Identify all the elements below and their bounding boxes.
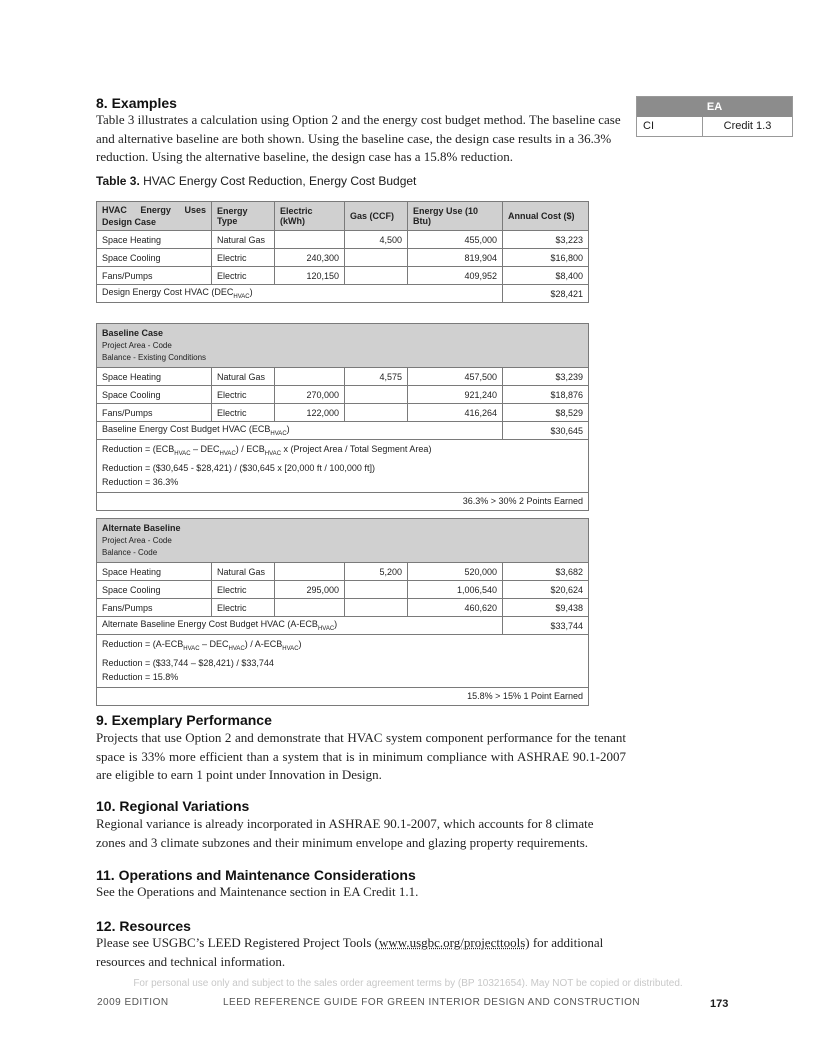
table-row xyxy=(97,404,589,422)
alternate-header xyxy=(97,519,589,563)
cell-energy-use: 416,264 xyxy=(408,404,503,422)
cell-use: Fans/Pumps xyxy=(97,404,212,422)
baseline-sub1: Project Area - Code xyxy=(102,341,172,350)
page-number: 173 xyxy=(710,998,729,1010)
cell-energy-type: Electric xyxy=(212,599,275,617)
table-row xyxy=(97,563,589,581)
total-row xyxy=(97,422,589,440)
cell-energy-use: 455,000 xyxy=(408,231,503,249)
section-12-text: Please see USGBC’s LEED Registered Project Tools (www.usgbc.org/projecttools) for additional resources and technical information. xyxy=(96,935,604,969)
cell-gas xyxy=(345,249,408,267)
header-design-case: HVAC Energy Uses Design Case xyxy=(97,202,212,231)
baseline-header xyxy=(97,324,589,368)
calc-line: Reduction = ($30,645 - $28,421) / ($30,645 x [20,000 ft / 100,000 ft]) xyxy=(102,462,375,473)
baseline-result: 36.3% > 30% 2 Points Earned xyxy=(97,492,589,510)
table-caption-label: Table 3. xyxy=(96,174,140,188)
alternate-sub1: Project Area - Code xyxy=(102,536,172,545)
header-electric: Electric (kWh) xyxy=(275,202,345,231)
table-row xyxy=(97,386,589,404)
cell-annual-cost: $20,624 xyxy=(503,581,589,599)
cell-gas: 4,500 xyxy=(345,231,408,249)
cell-gas xyxy=(345,581,408,599)
cell-annual-cost: $8,529 xyxy=(503,404,589,422)
total-row xyxy=(97,285,589,303)
table-caption-text: HVAC Energy Cost Reduction, Energy Cost Budget xyxy=(143,174,417,188)
alternate-sub2: Balance - Code xyxy=(102,548,158,557)
cell-energy-type: Electric xyxy=(212,386,275,404)
cell-energy-use: 520,000 xyxy=(408,563,503,581)
table-row xyxy=(97,249,589,267)
cell-gas xyxy=(345,404,408,422)
cell-gas xyxy=(345,267,408,285)
table-row xyxy=(97,599,589,617)
alternate-calculation: Reduction = $(A-ECB_{HVAC} - DEC_{HVAC}) / A-ECB_{HVAC}$) Reduction = ($33,744 – $28,421) / $33,744 Reduction = 15.8% xyxy=(97,635,589,688)
total-label: Baseline Energy Cost Budget HVAC $(ECB_{HVAC})$ xyxy=(97,422,503,440)
section-11-text: See the Operations and Maintenance section in EA Credit 1.1. xyxy=(96,884,419,899)
table-row xyxy=(97,368,589,386)
cell-electric xyxy=(275,231,345,249)
cell-use: Space Heating xyxy=(97,231,212,249)
cell-energy-type: Electric xyxy=(212,249,275,267)
alternate-title: Alternate Baseline xyxy=(102,523,181,533)
cell-gas: 5,200 xyxy=(345,563,408,581)
cell-energy-use: 1,006,540 xyxy=(408,581,503,599)
cell-electric: 122,000 xyxy=(275,404,345,422)
cell-energy-type: Electric xyxy=(212,404,275,422)
cell-use: Space Cooling xyxy=(97,249,212,267)
design-case-table xyxy=(96,201,589,303)
section-9-text: Projects that use Option 2 and demonstrate that HVAC system component performance for the tenant space is 33% more efficient than a system that is in minimum compliance with ASHRAE 90.1-2007 are eligible to earn 1 point under Innovation in Design. xyxy=(96,730,626,782)
cell-annual-cost: $18,876 xyxy=(503,386,589,404)
section-8-heading: 8. Examples xyxy=(96,95,177,111)
header-gas: Gas (CCF) xyxy=(345,202,408,231)
rating-system-label: CI xyxy=(637,117,703,136)
cell-use: Space Heating xyxy=(97,368,212,386)
cell-electric xyxy=(275,563,345,581)
cell-energy-type: Electric xyxy=(212,267,275,285)
credit-number: Credit 1.3 xyxy=(723,120,772,132)
table-row xyxy=(97,231,589,249)
total-value: $28,421 xyxy=(503,285,589,303)
total-value: $33,744 xyxy=(503,617,589,635)
cell-annual-cost: $16,800 xyxy=(503,249,589,267)
total-label: Alternate Baseline Energy Cost Budget HVAC $(A-ECB_{HVAC})$ xyxy=(97,617,503,635)
total-value: $30,645 xyxy=(503,422,589,440)
section-9-heading: 9. Exemplary Performance xyxy=(96,712,272,728)
calc-line: Reduction = 36.3% xyxy=(102,476,179,487)
cell-energy-use: 921,240 xyxy=(408,386,503,404)
header-energy-use: Energy Use (10 Btu) xyxy=(408,202,503,231)
total-label: Design Energy Cost HVAC $(DEC_{HVAC})$ xyxy=(97,285,503,303)
alternate-result: 15.8% > 15% 1 Point Earned xyxy=(97,687,589,705)
section-8-text: Table 3 illustrates a calculation using Option 2 and the energy cost budget method. The baseline case and alternative baseline are both shown. Using the baseline case, the design case results in a 36.3% reduction. Using the alternative baseline, the design case has a 15.8% reduction. xyxy=(96,112,621,164)
header-annual-cost: Annual Cost ($) xyxy=(503,202,589,231)
cell-electric: 120,150 xyxy=(275,267,345,285)
cell-electric: 270,000 xyxy=(275,386,345,404)
cell-energy-use: 460,620 xyxy=(408,599,503,617)
cell-annual-cost: $3,682 xyxy=(503,563,589,581)
section-11-heading: 11. Operations and Maintenance Considerations xyxy=(96,867,416,883)
baseline-title: Baseline Case xyxy=(102,328,164,338)
table-row xyxy=(97,581,589,599)
footer-edition: 2009 EDITION xyxy=(97,997,169,1008)
total-row xyxy=(97,617,589,635)
cell-energy-type: Electric xyxy=(212,581,275,599)
cell-energy-type: Natural Gas xyxy=(212,368,275,386)
table-header-row xyxy=(97,202,589,231)
cell-annual-cost: $3,223 xyxy=(503,231,589,249)
cell-energy-type: Natural Gas xyxy=(212,563,275,581)
resources-link[interactable]: www.usgbc.org/projecttools xyxy=(379,935,526,950)
calc-line: Reduction = 15.8% xyxy=(102,671,179,682)
cell-energy-use: 457,500 xyxy=(408,368,503,386)
footer-title: LEED REFERENCE GUIDE FOR GREEN INTERIOR DESIGN AND CONSTRUCTION xyxy=(223,997,641,1008)
table-caption xyxy=(96,174,416,188)
cell-gas xyxy=(345,599,408,617)
cell-use: Space Heating xyxy=(97,563,212,581)
baseline-case-table xyxy=(96,323,589,511)
credit-category: EA xyxy=(637,97,792,117)
cell-electric xyxy=(275,599,345,617)
header-energy-type: Energy Type xyxy=(212,202,275,231)
cell-energy-type: Natural Gas xyxy=(212,231,275,249)
section-10-heading: 10. Regional Variations xyxy=(96,798,250,814)
cell-use: Fans/Pumps xyxy=(97,599,212,617)
cell-use: Fans/Pumps xyxy=(97,267,212,285)
cell-use: Space Cooling xyxy=(97,581,212,599)
cell-energy-use: 819,904 xyxy=(408,249,503,267)
cell-annual-cost: $8,400 xyxy=(503,267,589,285)
cell-energy-use: 409,952 xyxy=(408,267,503,285)
alternate-baseline-table xyxy=(96,518,589,706)
section-12-heading: 12. Resources xyxy=(96,918,191,934)
cell-use: Space Cooling xyxy=(97,386,212,404)
table-row xyxy=(97,267,589,285)
license-notice: For personal use only and subject to the sales order agreement terms by (BP 10321654). May NOT be copied or distributed. xyxy=(133,978,683,989)
cell-electric: 240,300 xyxy=(275,249,345,267)
cell-electric xyxy=(275,368,345,386)
cell-gas: 4,575 xyxy=(345,368,408,386)
cell-electric: 295,000 xyxy=(275,581,345,599)
section-10-text: Regional variance is already incorporated in ASHRAE 90.1-2007, which accounts for 8 climate zones and 3 climate subzones and their minimum envelope and glazing property requirements. xyxy=(96,816,594,850)
baseline-calculation: Reduction = $(ECB_{HVAC} - DEC_{HVAC}) / ECB_{HVAC}$ x (Project Area / Total Segment Area) Reduction = ($30,645 - $28,421) / ($30,645 x [20,000 ft / 100,000 ft]) Reduction = 36.3% xyxy=(97,440,589,493)
baseline-sub2: Balance - Existing Conditions xyxy=(102,353,207,362)
cell-annual-cost: $3,239 xyxy=(503,368,589,386)
cell-gas xyxy=(345,386,408,404)
cell-annual-cost: $9,438 xyxy=(503,599,589,617)
calc-line: Reduction = ($33,744 – $28,421) / $33,744 xyxy=(102,657,274,668)
credit-tag-box xyxy=(636,96,793,137)
